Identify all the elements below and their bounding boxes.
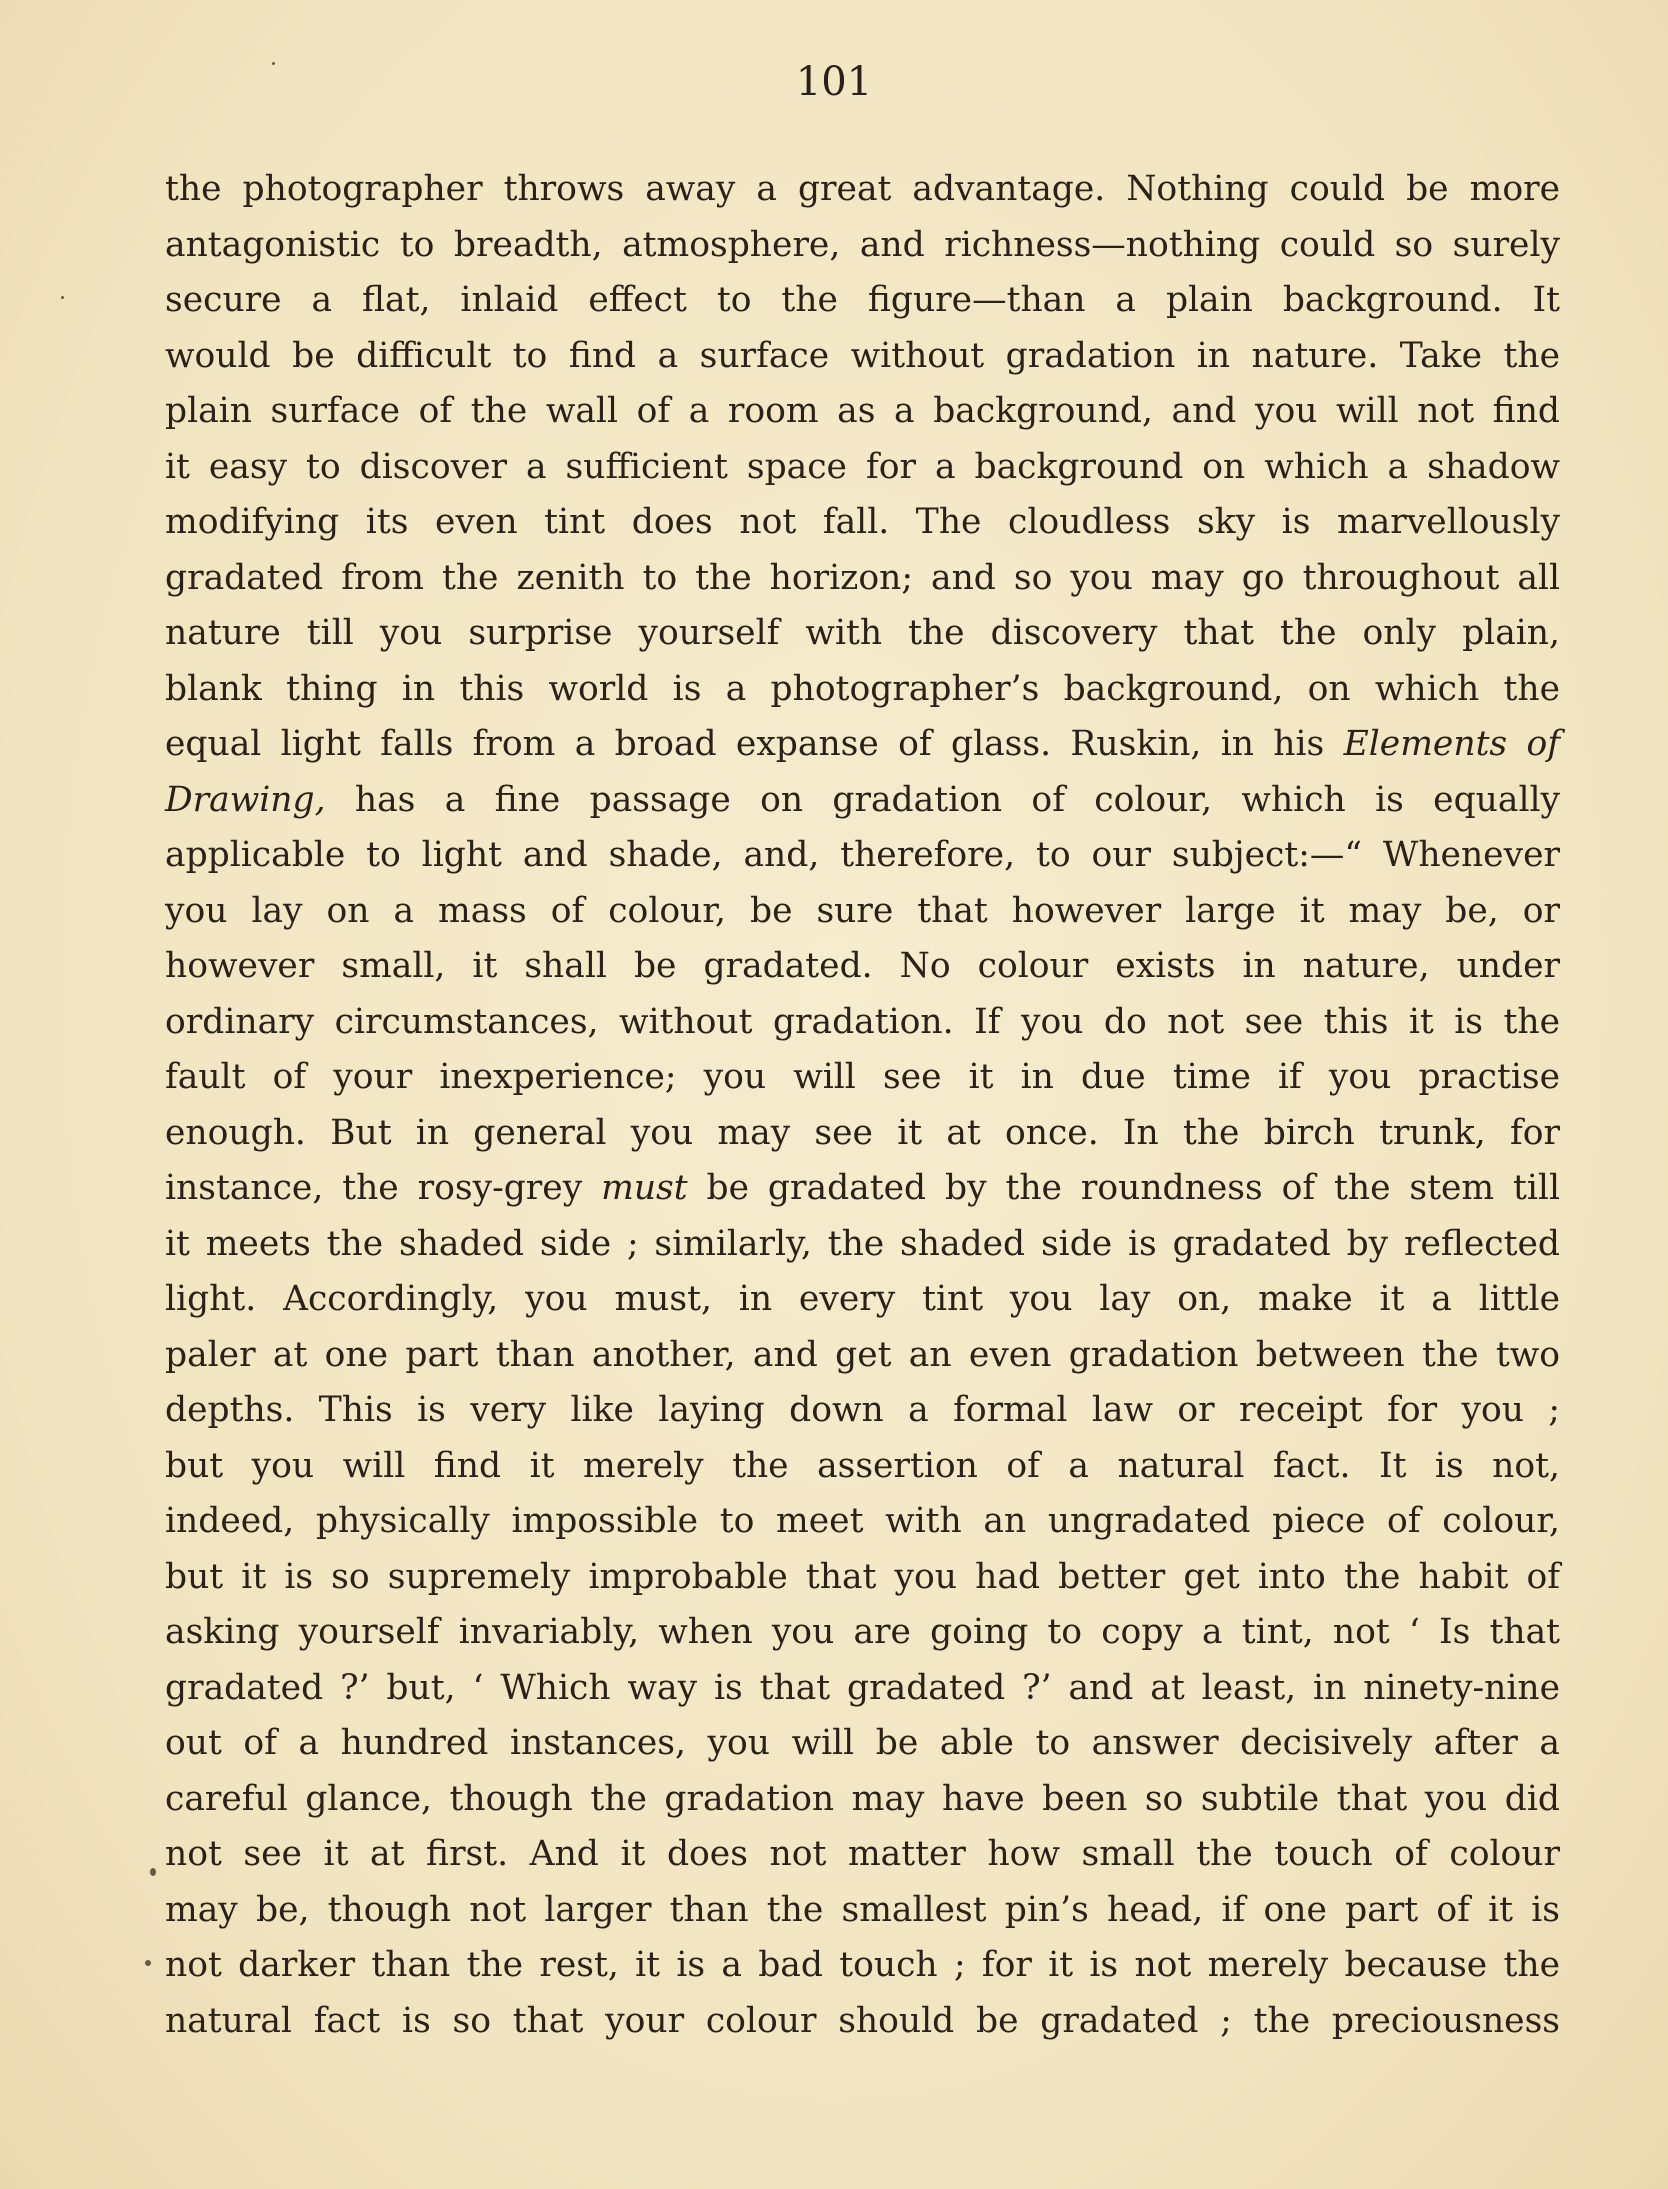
text-segment: gradated ?’ but, ‘ Which way is that gradated ?’ and at least, in ninety-nine xyxy=(165,1667,1560,1708)
text-segment: would be difficult to find a surface without gradation in nature. Take the xyxy=(165,335,1560,376)
text-line xyxy=(165,995,1560,1051)
text-line xyxy=(165,1494,1560,1550)
italic-text: must xyxy=(601,1168,688,1208)
margin-speck xyxy=(61,296,64,299)
text-segment: has a fine passage on gradation of colour, which is equally xyxy=(325,779,1560,820)
text-line xyxy=(165,1716,1560,1772)
text-segment: applicable to light and shade, and, therefore, to our subject:—“ Whenever xyxy=(165,835,1560,875)
text-line xyxy=(165,1328,1560,1384)
text-segment: blank thing in this world is a photographer’s background, on which the xyxy=(165,668,1560,709)
text-line xyxy=(165,273,1560,329)
text-segment: fault of your inexperience; you will see it in due time if you practise xyxy=(165,1057,1560,1097)
text-segment: may be, though not larger than the smallest pin’s head, if one part of it is xyxy=(165,1889,1560,1930)
text-line xyxy=(165,1439,1560,1495)
italic-text: Elements of xyxy=(1343,724,1560,764)
text-line xyxy=(165,1994,1560,2050)
margin-speck xyxy=(272,62,275,65)
text-segment: equal light falls from a broad expanse of glass. Ruskin, in his xyxy=(165,724,1344,764)
text-segment: it meets the shaded side ; similarly, the shaded side is gradated by reflected xyxy=(165,1223,1560,1264)
text-line xyxy=(165,662,1560,718)
text-segment: nature till you surprise yourself with the discovery that the only plain, xyxy=(165,613,1560,653)
text-line xyxy=(165,1383,1560,1439)
text-segment: you lay on a mass of colour, be sure that however large it may be, or xyxy=(165,890,1560,931)
text-line xyxy=(165,773,1560,829)
text-segment: light. Accordingly, you must, in every tint you lay on, make it a little xyxy=(165,1279,1560,1319)
text-segment: however small, it shall be gradated. No colour exists in nature, under xyxy=(165,946,1560,986)
text-segment: the photographer throws away a great advantage. Nothing could be more xyxy=(165,169,1560,209)
margin-speck xyxy=(150,1868,156,1876)
text-line xyxy=(165,1106,1560,1162)
text-line xyxy=(165,384,1560,440)
text-segment: ordinary circumstances, without gradation. If you do not see this it is the xyxy=(165,1001,1560,1042)
text-segment: out of a hundred instances, you will be able to answer decisively after a xyxy=(165,1723,1560,1763)
text-line xyxy=(165,495,1560,551)
text-segment: it easy to discover a sufficient space for a background on which a shadow xyxy=(165,446,1560,487)
text-line xyxy=(165,162,1560,218)
text-segment: secure a flat, inlaid effect to the figure—than a plain background. It xyxy=(165,280,1560,320)
text-segment: but it is so supremely improbable that you had better get into the habit of xyxy=(165,1556,1560,1597)
text-line xyxy=(165,1050,1560,1106)
text-segment: paler at one part than another, and get an even gradation between the two xyxy=(165,1334,1560,1375)
text-line xyxy=(165,1661,1560,1717)
page-number: 101 xyxy=(795,59,873,105)
text-line xyxy=(165,1827,1560,1883)
text-line xyxy=(165,1217,1560,1273)
text-line xyxy=(165,1938,1560,1994)
text-line xyxy=(165,606,1560,662)
text-segment: asking yourself invariably, when you are going to copy a tint, not ‘ Is that xyxy=(165,1612,1560,1652)
text-segment: careful glance, though the gradation may have been so subtile that you did xyxy=(165,1778,1560,1819)
text-segment: antagonistic to breadth, atmosphere, and richness—nothing could so surely xyxy=(165,224,1560,265)
text-segment: natural fact is so that your colour should be gradated ; the preciousness xyxy=(165,2000,1560,2041)
text-line xyxy=(165,440,1560,496)
text-segment: be gradated by the roundness of the stem till xyxy=(687,1168,1560,1208)
text-segment: indeed, physically impossible to meet with an ungradated piece of colour, xyxy=(165,1501,1560,1541)
text-line xyxy=(165,1161,1560,1217)
text-line xyxy=(165,1605,1560,1661)
text-line xyxy=(165,717,1560,773)
text-line xyxy=(165,329,1560,385)
text-line xyxy=(165,884,1560,940)
text-segment: instance, the rosy-grey xyxy=(165,1168,602,1208)
text-line xyxy=(165,1550,1560,1606)
text-line xyxy=(165,218,1560,274)
text-line xyxy=(165,551,1560,607)
text-segment: but you will find it merely the assertion of a natural fact. It is not, xyxy=(165,1445,1560,1486)
text-segment: enough. But in general you may see it at once. In the birch trunk, for xyxy=(165,1112,1560,1153)
text-segment: gradated from the zenith to the horizon; and so you may go throughout all xyxy=(165,557,1560,598)
text-line xyxy=(165,1272,1560,1328)
text-segment: plain surface of the wall of a room as a background, and you will not find xyxy=(165,391,1560,431)
text-line xyxy=(165,1883,1560,1939)
text-line xyxy=(165,1772,1560,1828)
margin-speck xyxy=(145,1960,151,1966)
italic-text: Drawing, xyxy=(165,779,326,820)
text-segment: modifying its even tint does not fall. The cloudless sky is marvellously xyxy=(165,502,1560,542)
text-segment: not darker than the rest, it is a bad touch ; for it is not merely because the xyxy=(165,1945,1560,1985)
text-line xyxy=(165,939,1560,995)
text-segment: depths. This is very like laying down a formal law or receipt for you ; xyxy=(165,1390,1560,1430)
text-line xyxy=(165,828,1560,884)
body-text xyxy=(165,162,1560,2049)
text-segment: not see it at first. And it does not matter how small the touch of colour xyxy=(165,1834,1560,1874)
